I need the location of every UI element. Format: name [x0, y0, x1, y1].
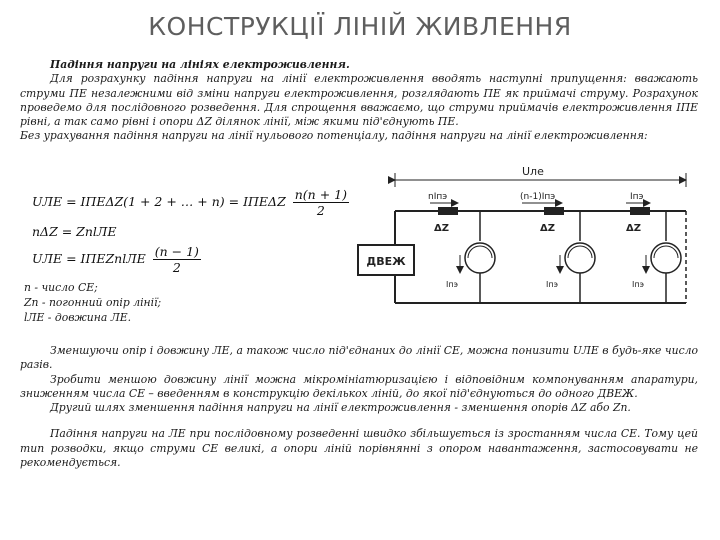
dz-label-2: ΔZ: [540, 223, 555, 234]
slide-title: КОНСТРУКЦІЇ ЛІНІЙ ЖИВЛЕННЯ: [148, 12, 572, 41]
bottom-block: [20, 344, 698, 470]
legend-zp: Zп - погонний опір лінії;: [24, 296, 162, 309]
bottom-paragraph-4: Падіння напруги на ЛЕ при послідовному розведенні швидко збільшується із зростанням числа СЕ. Тому цей тип розводки, якщо струми СЕ великі, а опори ліній порівнянні з опором навантаження, застосовувати не рекомендується.: [20, 427, 698, 470]
bottom-paragraph-3: Другий шлях зменшення падіння напруги на лінії електроживлення - зменшення опорів ΔZ або Zп.: [50, 401, 631, 415]
intro-paragraph-1: Для розрахунку падіння напруги на лінії електроживлення вводять наступні припущення: вважають струми ПЕ незалежними від зміни напруги електроживлення, розглядають ПЕ як приймачі струму. Розрахунок проведемо для послідовного розведення. Для спрощення вважаємо, що струми приймачів електроживлення IПЕ рівні, а так само рівні і опори ΔZ ділянок лінії, між якими під'єднують ПЕ.: [20, 72, 698, 129]
current-label-1: nIпэ: [428, 192, 448, 202]
bottom-paragraph-2: Зробити меншою довжину лінії можна мікромініатюризацією і відповідним компонуванням апаратури, зниженням числа СЕ – введенням в конструкцію декількох ліній, до якої під'єднуються до одного ДВЕЖ.: [20, 372, 698, 400]
load-current-label-1: Iпэ: [446, 280, 458, 289]
formula-1-numerator: n(n + 1): [294, 187, 347, 202]
current-label-2: (n-1)Iпэ: [520, 192, 556, 202]
intro-block: [20, 58, 698, 144]
legend-n: n - число СЕ;: [24, 281, 98, 294]
legend-lle: lЛЕ - довжина ЛЕ.: [24, 311, 132, 324]
legend-block: [24, 280, 354, 325]
load-current-label-3: Iпэ: [632, 280, 644, 289]
circuit-diagram: [350, 163, 706, 333]
resistor-3: [630, 207, 650, 215]
load-3: [646, 211, 681, 303]
resistor-2: [544, 207, 564, 215]
formula-3: [32, 244, 201, 275]
load-2: [560, 211, 595, 303]
power-source-label: ДВЕЖ: [366, 255, 406, 268]
formula-1-lhs: UЛЕ = IПЕΔZ(1 + 2 + … + n) = IПЕΔZ: [32, 194, 286, 209]
formula-3-lhs: UЛЕ = IПЕZпlЛЕ: [32, 251, 146, 266]
formula-1: [32, 187, 349, 218]
formula-2: nΔZ = ZпlЛЕ: [32, 224, 117, 239]
current-label-3: Iпэ: [630, 192, 644, 202]
formula-3-denominator: 2: [172, 260, 181, 275]
voltage-label: Uле: [522, 165, 544, 178]
load-current-label-2: Iпэ: [546, 280, 558, 289]
intro-paragraph-2: Без урахування падіння напруги на лінії нульового потенціалу, падіння напруги на лінії електроживлення:: [20, 129, 648, 143]
formula-3-numerator: (n − 1): [154, 244, 199, 259]
bottom-paragraph-1: Зменшуючи опір і довжину ЛЕ, а також число під'єднаних до лінії СЕ, можна понизити UЛЕ в будь-яке число разів.: [20, 344, 698, 372]
dz-label-1: ΔZ: [434, 223, 449, 234]
resistor-1: [438, 207, 458, 215]
formula-3-fraction: [153, 244, 201, 275]
section-heading: Падіння напруги на лініях електроживлення.: [50, 58, 350, 71]
formula-1-denominator: 2: [316, 203, 325, 218]
load-1: [460, 211, 495, 303]
dz-label-3: ΔZ: [626, 223, 641, 234]
formula-1-fraction: [293, 187, 349, 218]
